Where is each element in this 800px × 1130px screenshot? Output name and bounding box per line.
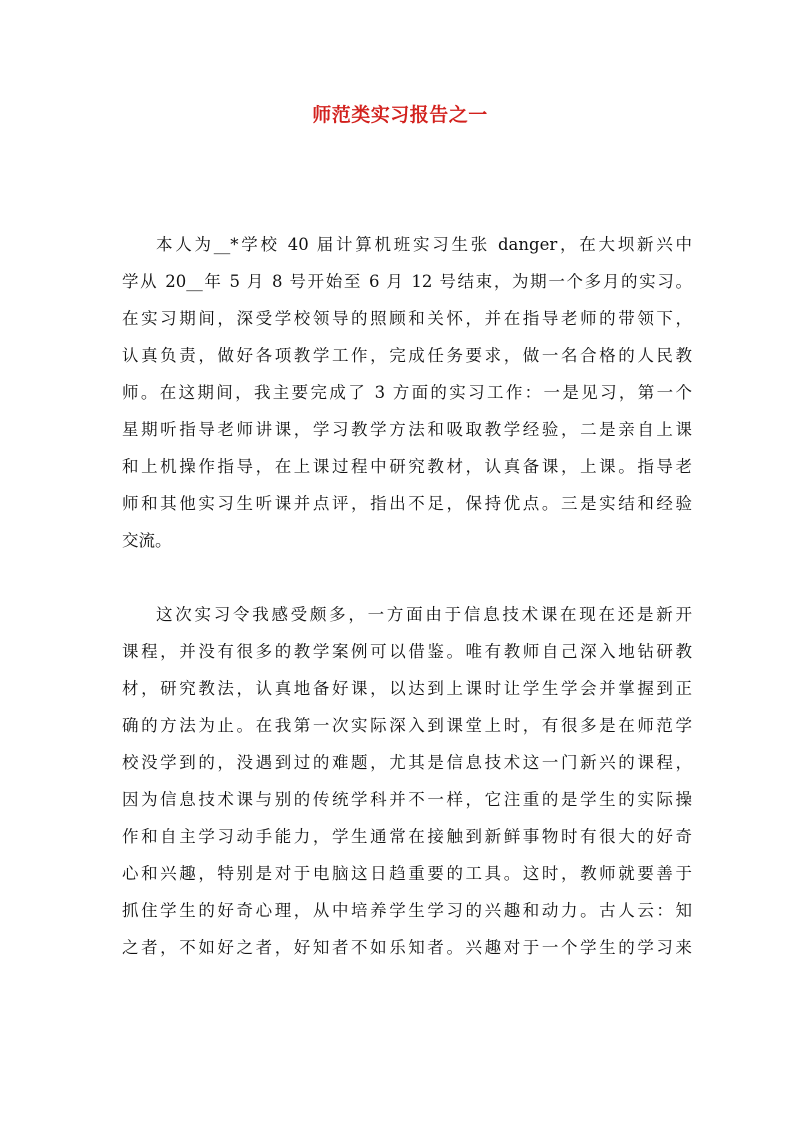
- paragraph-line: 校没学到的，没遇到过的难题，尤其是信息技术这一门新兴的课程，: [122, 753, 692, 772]
- paragraph-line: 确的方法为止。在我第一次实际深入到课堂上时，有很多是在师范学: [122, 716, 692, 735]
- paragraph-line: 心和兴趣，特别是对于电脑这日趋重要的工具。这时，教师就要善于: [122, 864, 692, 883]
- paragraph-line: 材，研究教法，认真地备好课，以达到上课时让学生学会并掌握到正: [122, 679, 692, 698]
- paragraph-line: 抓住学生的好奇心理，从中培养学生学习的兴趣和动力。古人云：知: [122, 901, 692, 920]
- paragraph-line: 认真负责，做好各项教学工作，完成任务要求，做一名合格的人民教: [122, 346, 692, 365]
- paragraph-line: 星期听指导老师讲课，学习教学方法和吸取教学经验，二是亲自上课: [122, 420, 692, 439]
- paragraph-line: 课程，并没有很多的教学案例可以借鉴。唯有教师自己深入地钻研教: [122, 642, 692, 661]
- paragraph-line: 师。在这期间，我主要完成了 3 方面的实习工作：一是见习，第一个: [122, 383, 692, 402]
- paragraph-line: 因为信息技术课与别的传统学科并不一样，它注重的是学生的实际操: [122, 790, 692, 809]
- paragraph-line: 之者，不如好之者，好知者不如乐知者。兴趣对于一个学生的学习来: [122, 938, 692, 957]
- paragraph-line: 作和自主学习动手能力，学生通常在接触到新鲜事物时有很大的好奇: [122, 827, 692, 846]
- paragraph-line: 交流。: [122, 531, 172, 550]
- document-title: 师范类实习报告之一: [312, 104, 488, 126]
- paragraph-line: 师和其他实习生听课并点评，指出不足，保持优点。三是实结和经验: [122, 494, 692, 513]
- paragraph-line: 这次实习令我感受颇多，一方面由于信息技术课在现在还是新开: [156, 605, 692, 624]
- paragraph-line: 和上机操作指导，在上课过程中研究教材，认真备课，上课。指导老: [122, 457, 692, 476]
- paragraph-line: 学从 20__年 5 月 8 号开始至 6 月 12 号结束，为期一个多月的实习。: [122, 272, 692, 291]
- paragraph-line: 在实习期间，深受学校领导的照顾和关怀，并在指导老师的带领下，: [122, 309, 692, 328]
- paragraph-line: 本人为__*学校 40 届计算机班实习生张 danger，在大坝新兴中: [156, 235, 692, 254]
